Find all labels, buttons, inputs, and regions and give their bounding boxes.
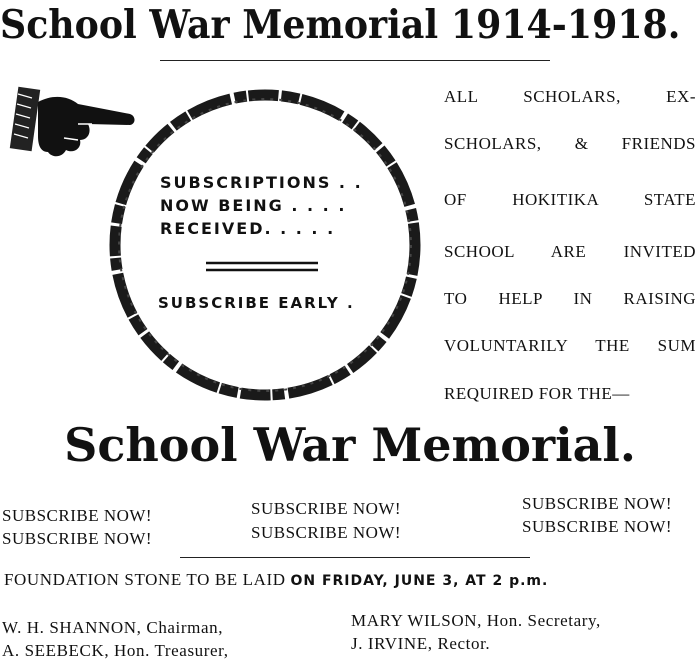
subscribe-now-text: SUBSCRIBE NOW! — [251, 499, 402, 518]
invitation-line: VOLUNTARILY THE SUM — [444, 336, 696, 355]
invitation-line: TO HELP IN RAISING — [444, 289, 696, 308]
circle-subscribe-early: SUBSCRIBE EARLY . — [158, 294, 355, 312]
signatory-chairman: W. H. SHANNON, Chairman, — [2, 618, 224, 637]
divider-rule — [180, 557, 530, 558]
circle-line-received: RECEIVED. . . . . — [160, 219, 336, 238]
subscribe-now-text: SUBSCRIBE NOW! — [251, 523, 402, 542]
subscribe-now-text: SUBSCRIBE NOW! — [2, 529, 153, 548]
signatory-treasurer: A. SEEBECK, Hon. Treasurer, — [2, 641, 229, 660]
invitation-line: SCHOOL ARE INVITED — [444, 242, 696, 261]
foundation-notice — [4, 570, 548, 590]
subscribe-now-text: SUBSCRIBE NOW! — [2, 506, 153, 525]
subscription-circle — [100, 80, 430, 410]
subscribe-now-text: SUBSCRIBE NOW! — [522, 494, 673, 513]
invitation-line: REQUIRED FOR THE— — [444, 384, 630, 403]
signatory-secretary: MARY WILSON, Hon. Secretary, — [351, 611, 601, 630]
subscribe-now-text: SUBSCRIBE NOW! — [522, 517, 673, 536]
title-rule — [160, 60, 550, 61]
signatory-rector: J. IRVINE, Rector. — [351, 634, 491, 653]
foundation-date: ON FRIDAY, JUNE 3, AT 2 p.m. — [290, 573, 549, 589]
invitation-line: OF HOKITIKA STATE — [444, 190, 696, 209]
invitation-line: SCHOLARS, & FRIENDS — [444, 134, 696, 153]
memorial-heading: School War Memorial. — [64, 418, 636, 472]
circle-line-now-being: NOW BEING . . . . — [160, 196, 347, 215]
foundation-prefix: FOUNDATION STONE TO BE LAID — [4, 570, 286, 589]
page-title: School War Memorial 1914-1918. — [0, 2, 681, 48]
invitation-line: ALL SCHOLARS, EX- — [444, 87, 696, 106]
circle-line-subscriptions: SUBSCRIPTIONS . . — [160, 173, 363, 192]
